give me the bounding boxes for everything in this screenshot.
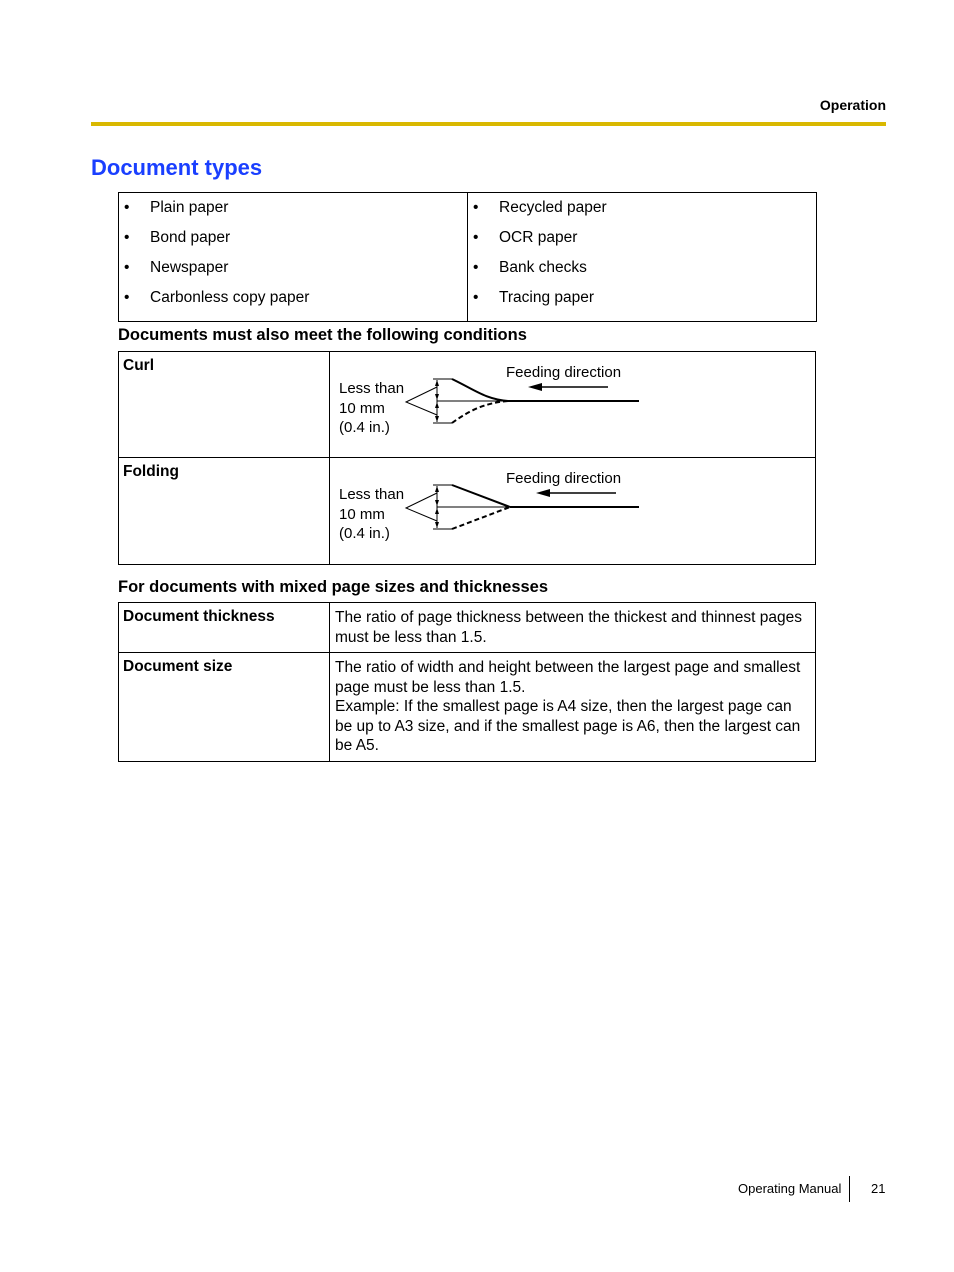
mixed-heading: For documents with mixed page sizes and thicknesses	[118, 578, 549, 596]
list-item: • OCR paper	[468, 227, 816, 257]
page-number: 21	[871, 1181, 886, 1196]
limit-line: Less than	[339, 380, 405, 397]
limit-line: Less than	[339, 486, 405, 503]
page-title: Document types	[91, 155, 263, 180]
document-types-table	[118, 192, 817, 322]
limit-line: (0.4 in.)	[339, 419, 390, 436]
limit-line: (0.4 in.)	[339, 525, 390, 542]
curl-feed-label: Feeding direction	[506, 364, 622, 381]
list-item: • Plain paper	[119, 197, 467, 227]
conditions-heading: Documents must also meet the following conditions	[118, 326, 527, 344]
folding-feed-label: Feeding direction	[506, 470, 622, 487]
list-item: • Recycled paper	[468, 197, 816, 227]
mixed-label-thickness: Document thickness	[119, 603, 330, 653]
document-types-right-column	[468, 193, 817, 322]
curl-diagram	[330, 352, 670, 458]
folding-diagram-cell	[330, 458, 816, 565]
table-row	[119, 603, 816, 653]
list-item: • Carbonless copy paper	[119, 287, 467, 317]
list-item: • Bank checks	[468, 257, 816, 287]
condition-label-curl: Curl	[119, 352, 330, 458]
header-rule	[91, 122, 886, 126]
paragraph: Example: If the smallest page is A4 size, then the largest page can be up to A3 size, and if the smallest page is A6, then the largest can be A5.	[335, 698, 801, 754]
document-types-left-column	[119, 193, 468, 322]
footer-manual-label: Operating Manual	[738, 1181, 842, 1196]
curl-diagram-cell	[330, 352, 816, 458]
folding-diagram	[330, 458, 670, 565]
table-row	[119, 352, 816, 458]
list-item: • Newspaper	[119, 257, 467, 287]
table-row	[119, 653, 816, 762]
mixed-label-size: Document size	[119, 653, 330, 762]
list-item: • Bond paper	[119, 227, 467, 257]
table-row	[119, 458, 816, 565]
limit-line: 10 mm	[339, 399, 385, 417]
paragraph: The ratio of page thickness between the thickest and thinnest pages must be less than 1.5.	[335, 609, 803, 646]
mixed-text-size	[330, 653, 816, 762]
running-header-section: Operation	[819, 97, 886, 113]
conditions-table	[118, 351, 816, 565]
paragraph: The ratio of width and height between the largest page and smallest page must be less than 1.5.	[335, 659, 801, 696]
limit-line: 10 mm	[339, 505, 385, 523]
list-item: • Tracing paper	[468, 287, 816, 317]
mixed-text-thickness	[330, 603, 816, 653]
condition-label-folding: Folding	[119, 458, 330, 565]
mixed-documents-table	[118, 602, 816, 762]
footer-divider	[849, 1176, 850, 1202]
